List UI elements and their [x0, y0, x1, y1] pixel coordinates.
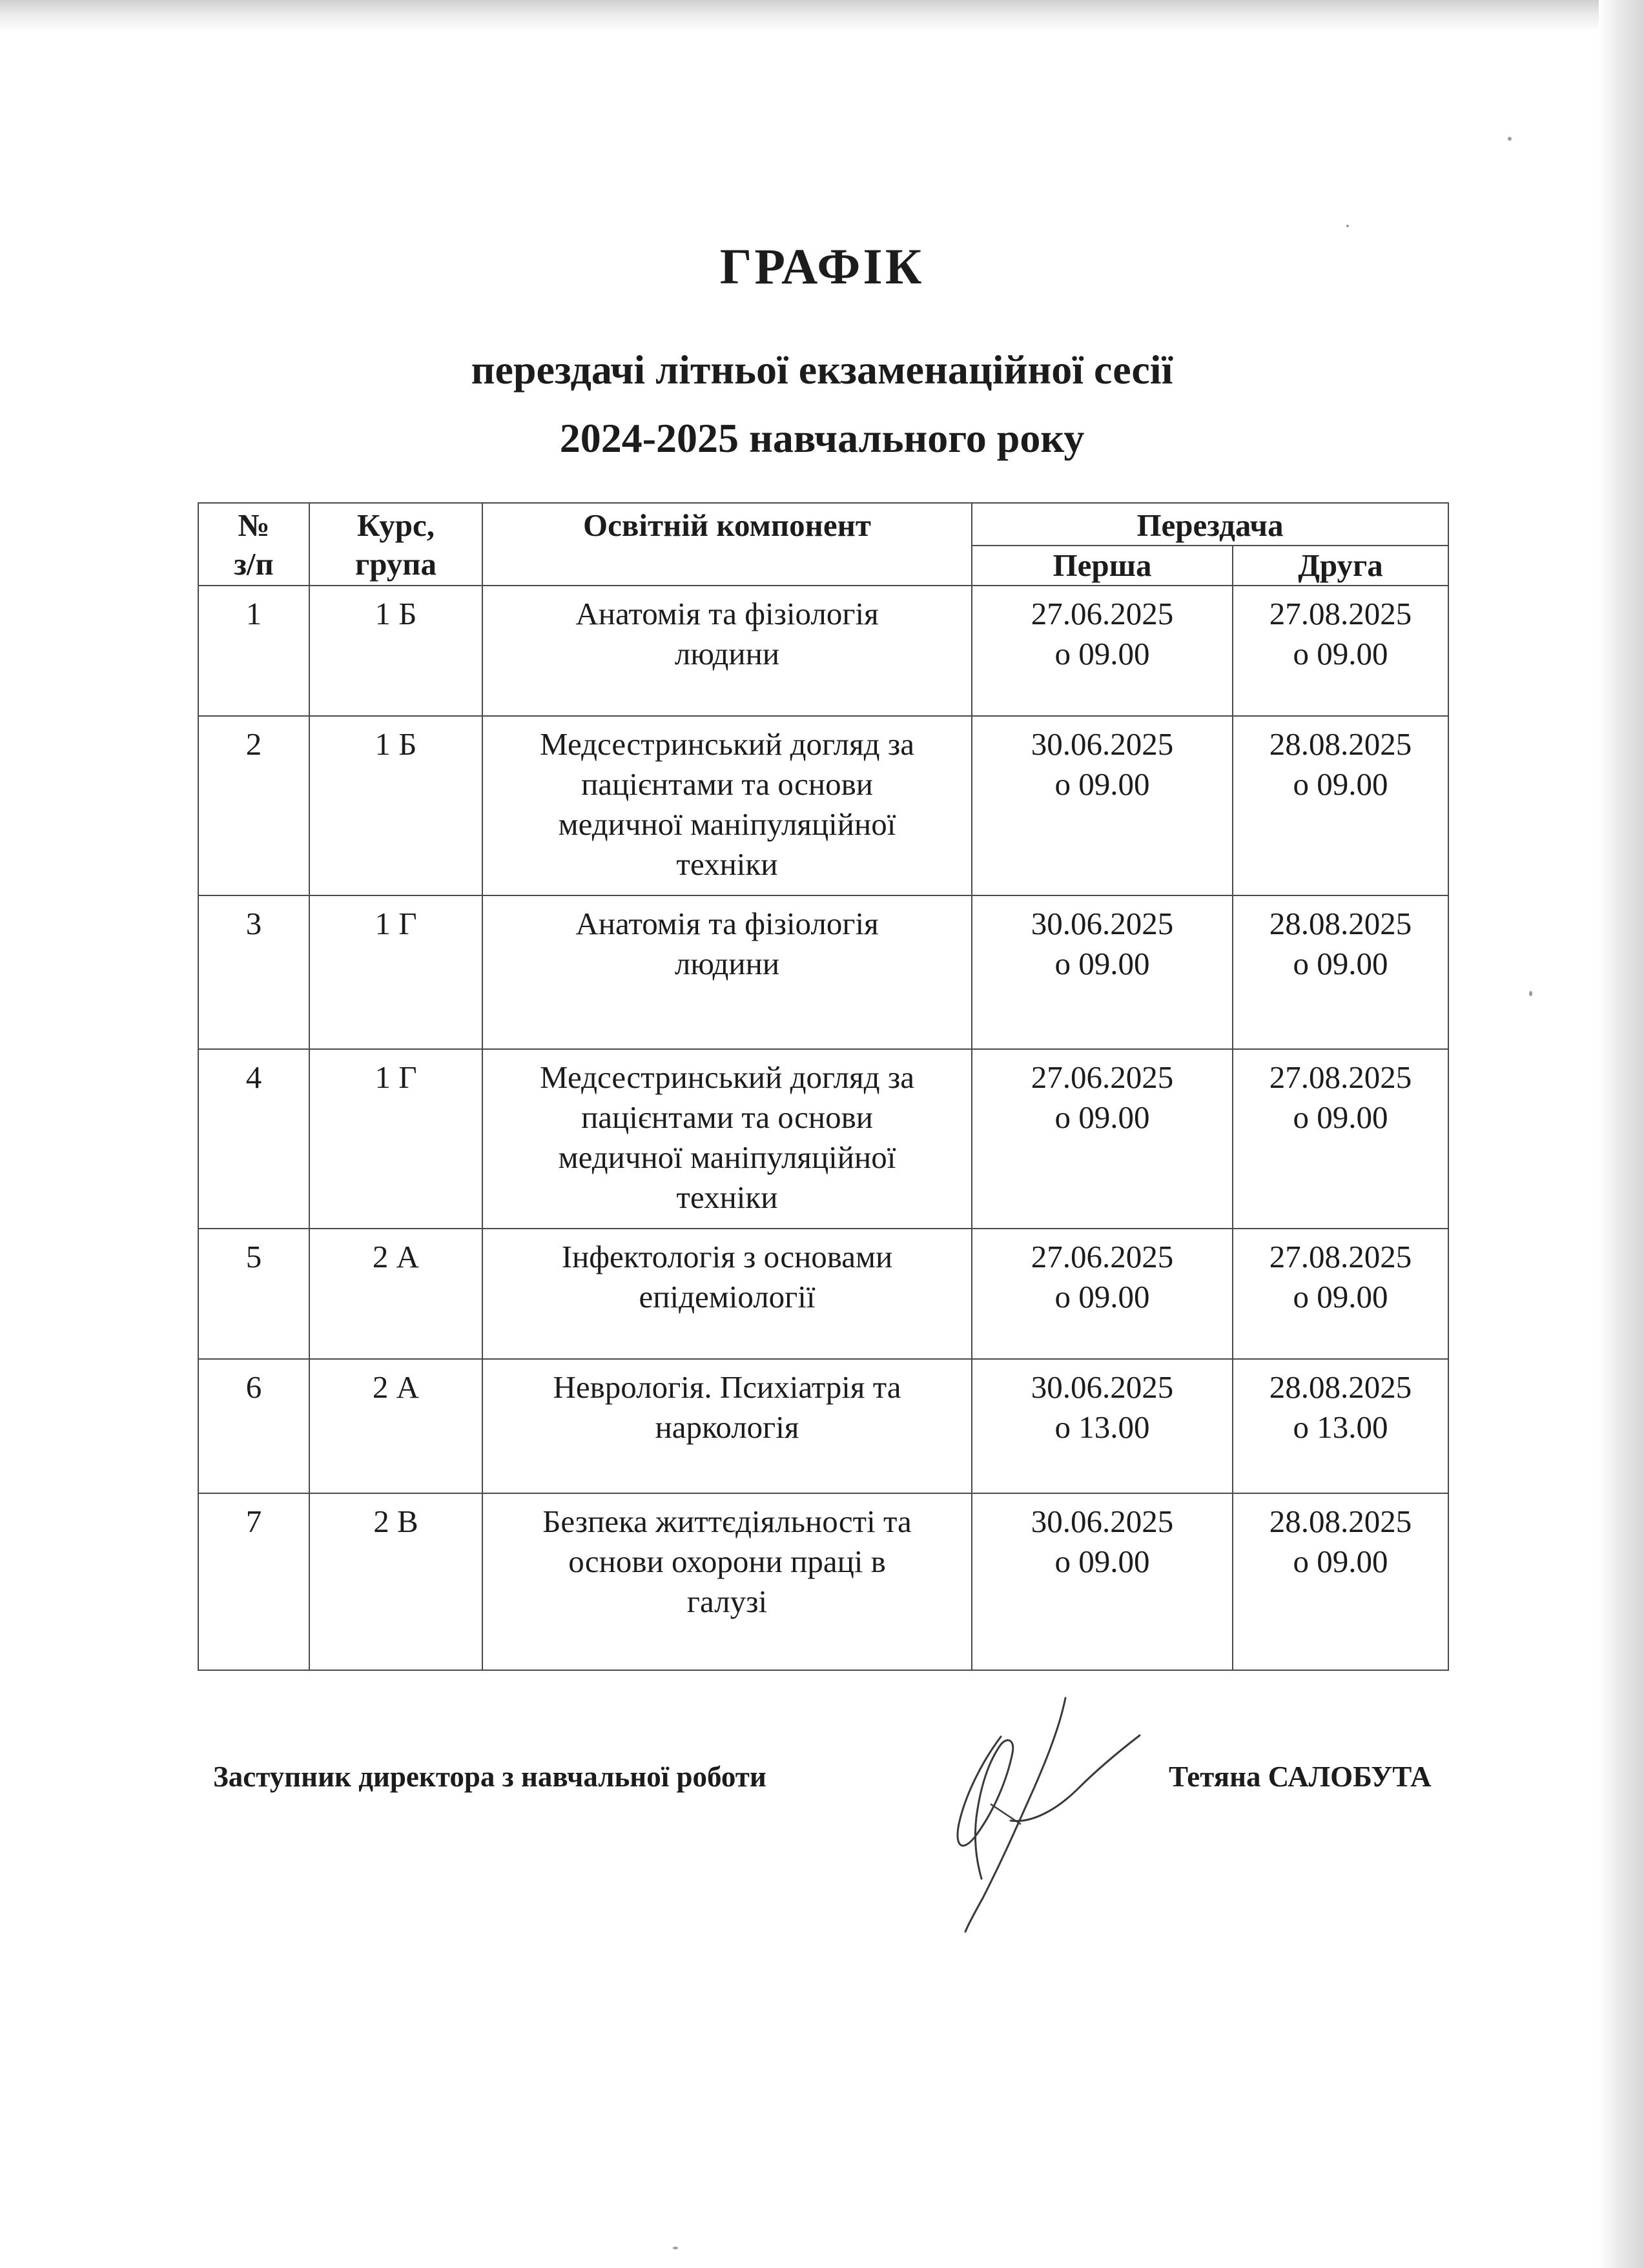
component-line: основи охорони праці в: [568, 1544, 886, 1579]
scan-speck: [1508, 137, 1512, 141]
first-date: 27.06.2025: [1031, 1239, 1174, 1274]
row-first-retake: [972, 586, 1233, 716]
row-group: 1 Б: [309, 586, 482, 716]
second-time: о 09.00: [1293, 1279, 1388, 1314]
scan-shadow-top: [0, 0, 1644, 32]
row-group: 1 Б: [309, 716, 482, 895]
component-line: Медсестринський догляд за: [540, 726, 914, 762]
signatory-position: Заступник директора з навчальної роботи: [213, 1761, 766, 1793]
component-line: епідеміології: [639, 1279, 816, 1314]
table-row: [198, 895, 1448, 1049]
row-component: [482, 586, 972, 716]
subtitle-line-1: перездачі літньої екзаменаційної сесії: [471, 347, 1173, 393]
component-line: медичної маніпуляційної: [558, 1139, 896, 1175]
row-group: 2 А: [309, 1229, 482, 1359]
component-line: людини: [674, 636, 780, 671]
first-date: 30.06.2025: [1031, 1369, 1174, 1405]
component-line: людини: [674, 946, 780, 981]
component-line: пацієнтами та основи: [581, 1099, 873, 1135]
retake-schedule-table: [198, 502, 1449, 1671]
subtitle-line-2: 2024-2025 навчального року: [559, 415, 1085, 461]
table-row: [198, 586, 1448, 716]
row-number: 2: [198, 716, 309, 895]
first-time: о 09.00: [1054, 1099, 1150, 1135]
row-number: 1: [198, 586, 309, 716]
second-time: о 09.00: [1293, 766, 1388, 802]
row-first-retake: [972, 1359, 1233, 1493]
first-time: о 09.00: [1054, 946, 1150, 981]
second-date: 28.08.2025: [1269, 726, 1412, 762]
row-first-retake: [972, 1229, 1233, 1359]
row-component: [482, 716, 972, 895]
second-time: о 09.00: [1293, 1544, 1388, 1579]
document-title: ГРАФІК: [719, 238, 925, 294]
component-line: медичної маніпуляційної: [558, 806, 896, 842]
first-date: 30.06.2025: [1031, 906, 1174, 941]
table-row: [198, 1359, 1448, 1493]
row-group: 1 Г: [309, 1049, 482, 1229]
second-time: о 09.00: [1293, 946, 1388, 981]
second-date: 28.08.2025: [1269, 1369, 1412, 1405]
table-row: [198, 1493, 1448, 1670]
component-line: Анатомія та фізіологія: [575, 596, 879, 631]
header-first: Перша: [972, 546, 1233, 586]
table-header-row: [198, 503, 1448, 546]
signatory-name: Тетяна САЛОБУТА: [1169, 1761, 1432, 1793]
first-date: 30.06.2025: [1031, 726, 1174, 762]
row-second-retake: [1233, 1049, 1448, 1229]
row-number: 3: [198, 895, 309, 1049]
first-time: о 09.00: [1054, 1544, 1150, 1579]
row-number: 5: [198, 1229, 309, 1359]
first-date: 27.06.2025: [1031, 596, 1174, 631]
component-line: техніки: [676, 846, 778, 882]
second-time: о 09.00: [1293, 1099, 1388, 1135]
first-time: о 09.00: [1054, 1279, 1150, 1314]
second-date: 27.08.2025: [1269, 596, 1412, 631]
row-second-retake: [1233, 1229, 1448, 1359]
row-number: 4: [198, 1049, 309, 1229]
row-second-retake: [1233, 716, 1448, 895]
second-date: 27.08.2025: [1269, 1239, 1412, 1274]
component-line: Анатомія та фізіологія: [575, 906, 879, 941]
table-row: [198, 1229, 1448, 1359]
first-date: 27.06.2025: [1031, 1059, 1174, 1095]
first-time: о 09.00: [1054, 766, 1150, 802]
first-date: 30.06.2025: [1031, 1504, 1174, 1539]
second-time: о 09.00: [1293, 636, 1388, 671]
row-component: [482, 895, 972, 1049]
first-time: о 09.00: [1054, 636, 1150, 671]
component-line: наркологія: [655, 1409, 799, 1445]
row-component: [482, 1229, 972, 1359]
scan-speck: [1346, 225, 1349, 227]
component-line: галузі: [686, 1584, 768, 1619]
row-group: 1 Г: [309, 895, 482, 1049]
row-second-retake: [1233, 586, 1448, 716]
component-line: техніки: [676, 1180, 778, 1215]
row-first-retake: [972, 1493, 1233, 1670]
row-second-retake: [1233, 895, 1448, 1049]
table-row: [198, 1049, 1448, 1229]
header-course-group: Курс, група: [309, 503, 482, 586]
row-group: 2 В: [309, 1493, 482, 1670]
second-time: о 13.00: [1293, 1409, 1388, 1445]
header-number: № з/п: [198, 503, 309, 586]
component-line: Медсестринський догляд за: [540, 1059, 914, 1095]
second-date: 27.08.2025: [1269, 1059, 1412, 1095]
row-second-retake: [1233, 1493, 1448, 1670]
component-line: Безпека життєдіяльності та: [542, 1504, 912, 1539]
document-subtitle: [0, 336, 1644, 473]
scan-speck: [673, 2247, 678, 2249]
header-retake: Перездача: [972, 503, 1448, 546]
row-number: 6: [198, 1359, 309, 1493]
row-first-retake: [972, 1049, 1233, 1229]
component-line: Інфектологія з основами: [561, 1239, 893, 1274]
component-line: Неврологія. Психіатрія та: [553, 1369, 901, 1405]
second-date: 28.08.2025: [1269, 1504, 1412, 1539]
component-line: пацієнтами та основи: [581, 766, 873, 802]
row-group: 2 А: [309, 1359, 482, 1493]
second-date: 28.08.2025: [1269, 906, 1412, 941]
table-row: [198, 716, 1448, 895]
row-second-retake: [1233, 1359, 1448, 1493]
handwritten-signature-icon: [904, 1691, 1162, 1937]
row-component: [482, 1049, 972, 1229]
first-time: о 13.00: [1054, 1409, 1150, 1445]
row-component: [482, 1493, 972, 1670]
scan-speck: [1529, 991, 1532, 996]
row-first-retake: [972, 716, 1233, 895]
row-number: 7: [198, 1493, 309, 1670]
row-first-retake: [972, 895, 1233, 1049]
header-second: Друга: [1233, 546, 1448, 586]
header-component: Освітній компонент: [482, 503, 972, 586]
row-component: [482, 1359, 972, 1493]
